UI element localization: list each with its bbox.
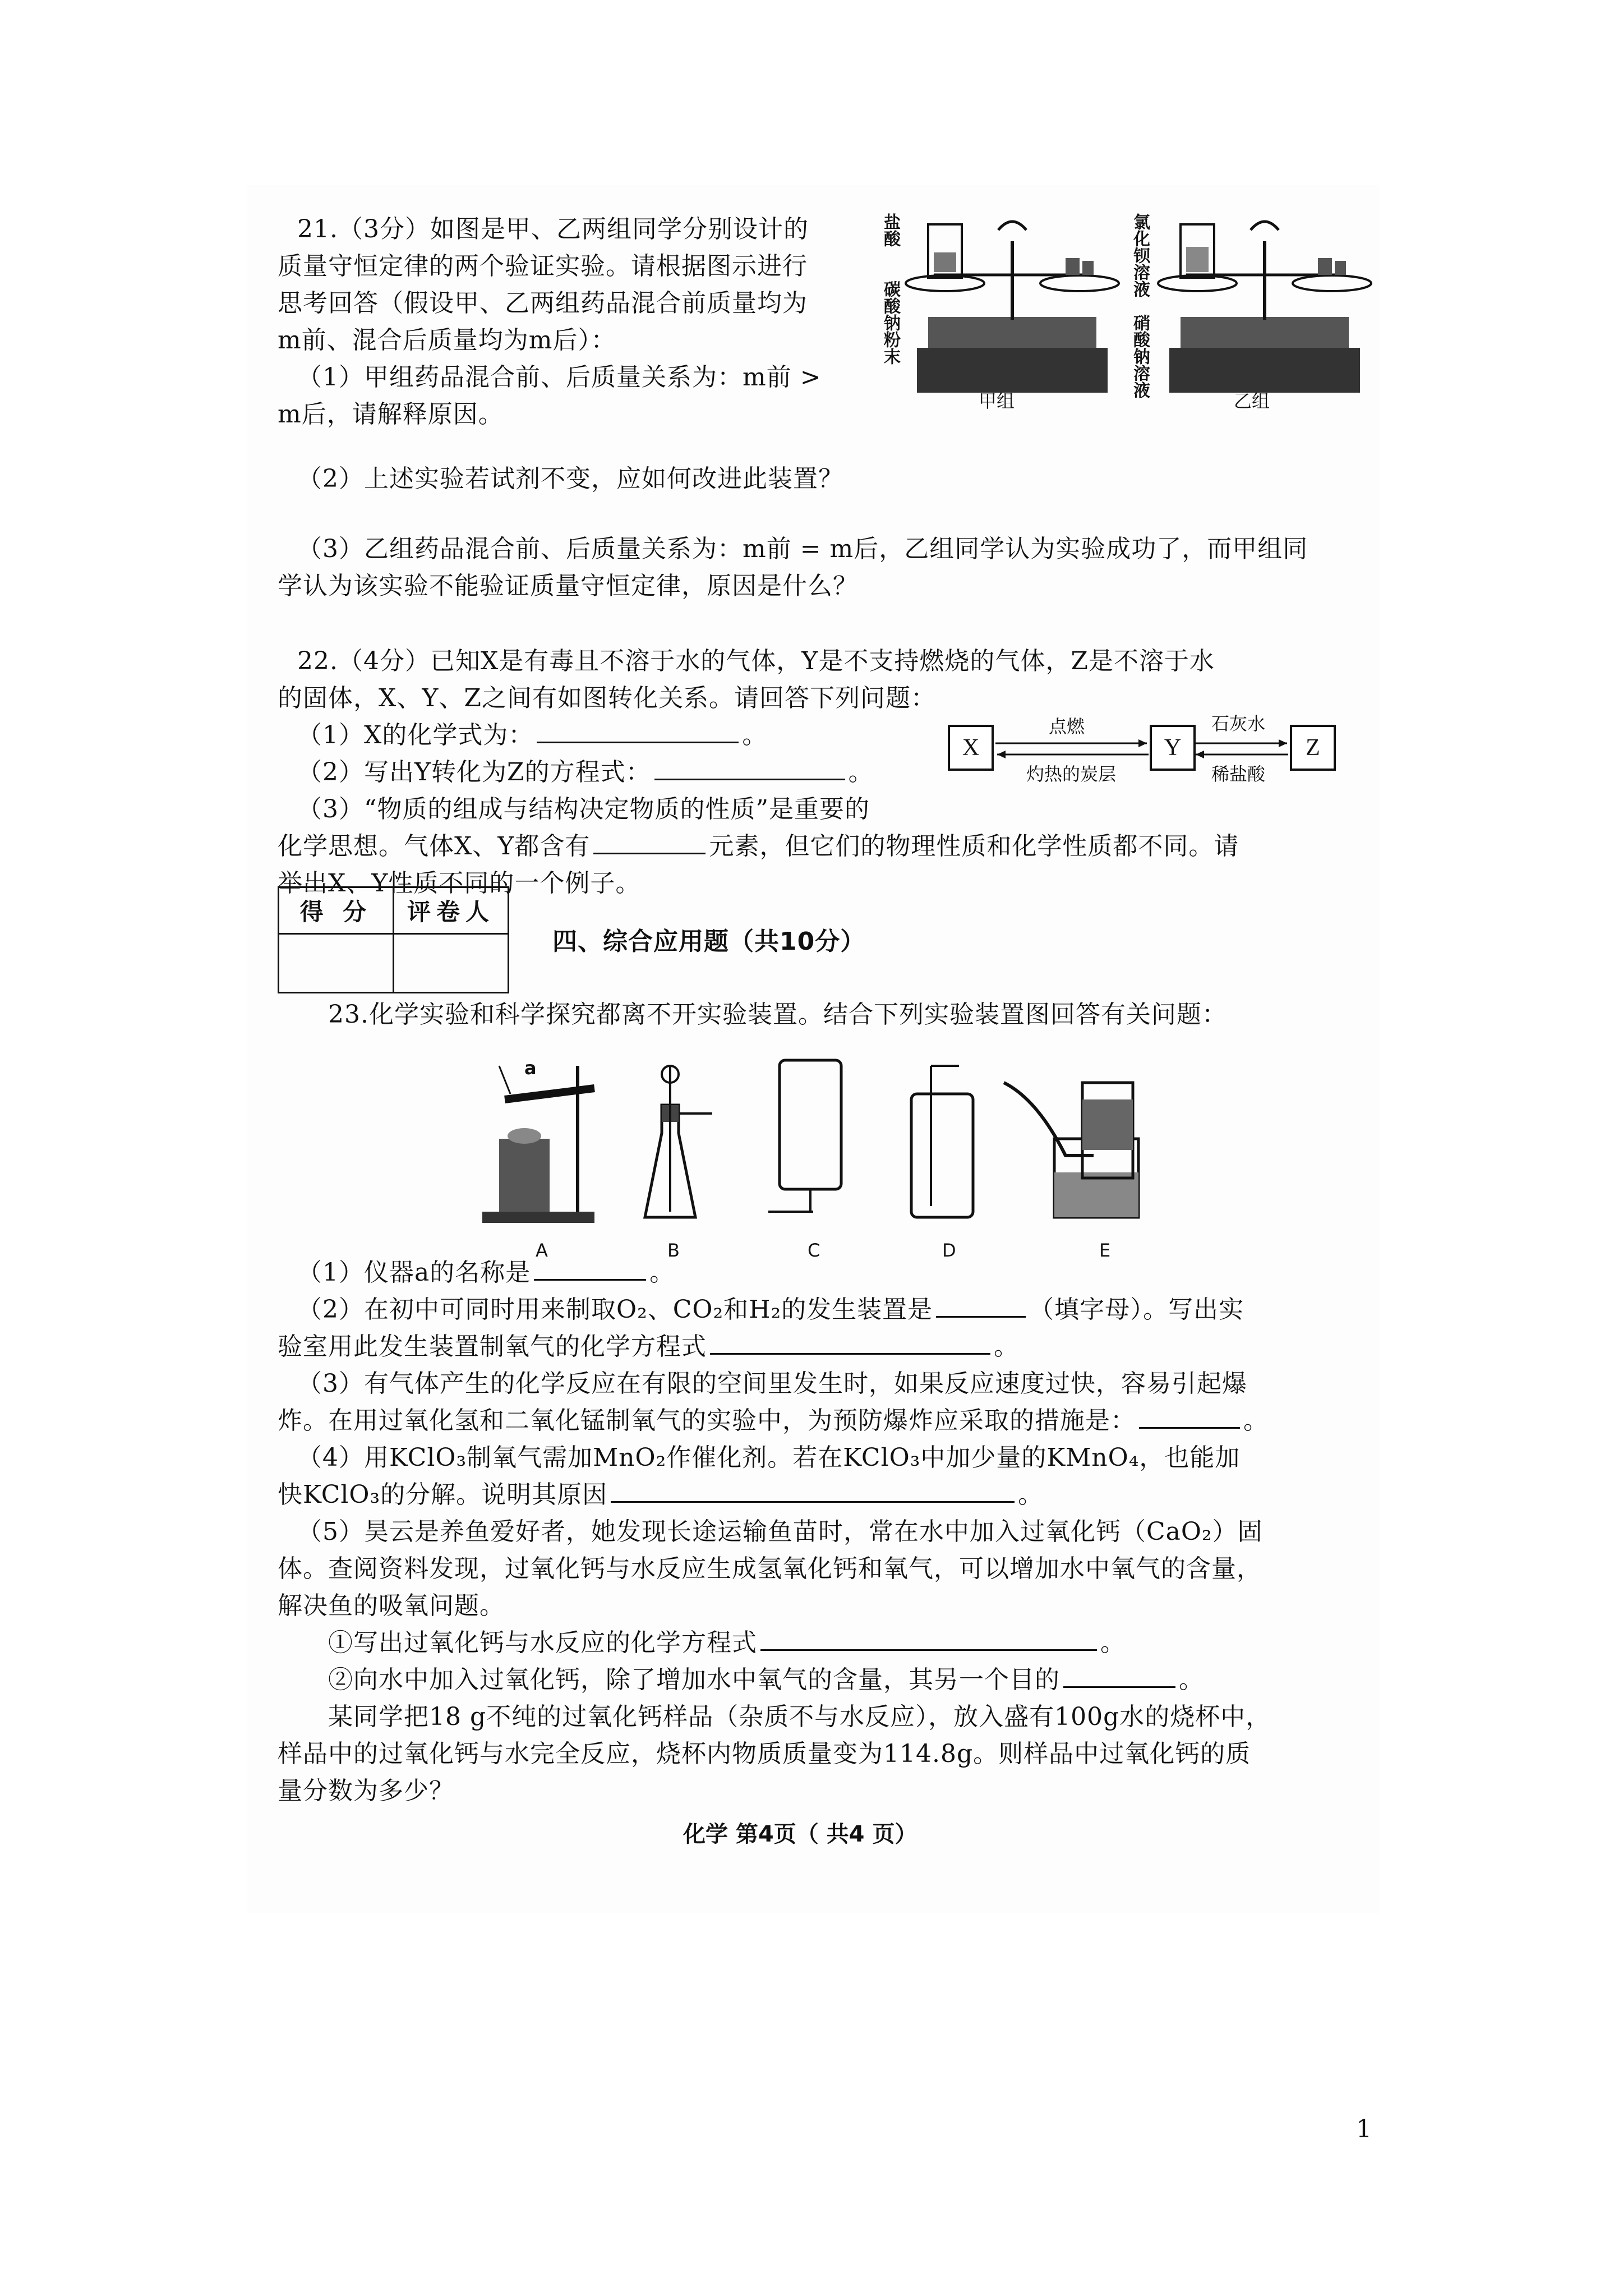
q23-part-3: （3）有气体产生的化学反应在有限的空间里发生时，如果反应速度过快，容易引起爆 [297,1369,1247,1398]
q21-line-6: m后，请解释原因。 [278,400,504,429]
caption-jia: 甲组 [979,390,1015,412]
label-barium-chloride: 氯化钡溶液 [1130,213,1150,297]
q21-line-5: （1）甲组药品混合前、后质量关系为：m前 > [297,363,822,392]
q21-line-9: 学认为该实验不能验证质量守恒定律，原因是什么？ [278,572,858,600]
q22-line-5: （3）“物质的组成与结构决定物质的性质”是重要的 [297,795,870,823]
q21-line-2: 质量守恒定律的两个验证实验。请根据图示进行 [278,252,808,280]
label-hot-carbon: 灼热的炭层 [1026,763,1117,785]
answer-blank[interactable] [1139,1405,1240,1429]
label-D: D [942,1240,956,1261]
q21-line-1: 21.（3分）如图是甲、乙两组同学分别设计的 [297,215,809,243]
q23-part-4: （4）用KClO₃制氧气需加MnO₂作催化剂。若在KClO₃中加少量的KMnO₄，也能加 [297,1443,1241,1472]
label-limewater: 石灰水 [1211,713,1266,734]
q23-part-1: （1）仪器a的名称是 。 [297,1257,675,1289]
reviewer-cell[interactable] [394,934,509,993]
label-A: A [536,1240,548,1261]
q23-part-5c: 解决鱼的吸氧问题。 [278,1591,505,1620]
label-ignite: 点燃 [1049,716,1085,737]
answer-blank[interactable] [760,1627,1097,1651]
answer-blank[interactable] [936,1294,1026,1318]
q22-line-7: 举出X、Y性质不同的一个例子。 [278,869,641,898]
label-dilute-hcl: 稀盐酸 [1211,763,1266,785]
q23-part-10: 量分数为多少？ [278,1777,454,1805]
page-number: 1 [1356,2115,1372,2143]
q22-line-4: （2）写出Y转化为Z的方程式： 。 [297,756,874,789]
q21-line-3: 思考回答（假设甲、乙两组药品混合前质量均为 [278,289,808,318]
section-heading: 四、综合应用题（共10分） [552,927,866,956]
answer-blank[interactable] [611,1479,1015,1503]
q21-line-7: （2）上述实验若试剂不变，应如何改进此装置？ [297,464,843,493]
label-C: C [808,1240,820,1261]
q23-part-9: 样品中的过氧化钙与水完全反应，烧杯内物质质量变为114.8g。则样品中过氧化钙的质 [278,1740,1251,1768]
answer-blank[interactable] [534,1257,646,1281]
q23-part-4b: 快KClO₃的分解。说明其原因 。 [278,1479,1043,1511]
label-a: a [524,1057,537,1079]
answer-blank[interactable] [1063,1664,1175,1688]
q21-line-4: m前、混合后质量均为m后）： [278,326,616,355]
label-sodium-nitrate: 硝酸钠溶液 [1130,314,1150,398]
apparatus-figure [477,1055,1150,1234]
label-B: B [667,1240,680,1261]
q23-part-2: （2）在初中可同时用来制取O₂、CO₂和H₂的发生装置是 （填字母）。写出实 [297,1294,1244,1326]
answer-blank[interactable] [593,830,706,854]
answer-blank[interactable] [654,756,845,780]
score-cell[interactable] [279,934,394,993]
q23-part-8: 某同学把18 g不纯的过氧化钙样品（杂质不与水反应），放入盛有100g水的烧杯中， [328,1703,1271,1731]
node-y: Y [1150,725,1196,771]
score-table [278,886,509,993]
q23-line-1: 23.化学实验和科学探究都离不开实验装置。结合下列实验装置图回答有关问题： [328,1000,1227,1029]
label-hydrochloric-acid: 盐酸 [880,213,900,247]
q23-part-7: ②向水中加入过氧化钙，除了增加水中氧气的含量，其另一个目的 。 [328,1664,1204,1696]
q22-q2-text: （2）写出Y转化为Z的方程式： [297,758,651,786]
q22-line-1: 22.（4分）已知X是有毒且不溶于水的气体，Y是不支持燃烧的气体，Z是不溶于水 [297,647,1215,675]
score-header: 得 分 [279,887,394,934]
q23-part-2b: 验室用此发生装置制氧气的化学方程式 。 [278,1331,1019,1363]
node-z: Z [1290,725,1336,771]
answer-blank[interactable] [537,719,739,743]
q23-part-6: ①写出过氧化钙与水反应的化学方程式 。 [328,1627,1126,1659]
balance-figure-yi [1147,208,1377,415]
q22-line-2: 的固体，X、Y、Z之间有如图转化关系。请回答下列问题： [278,684,936,712]
reviewer-header: 评卷人 [394,887,509,934]
q22-q1-text: （1）X的化学式为： [297,721,534,749]
page-footer: 化学 第4页（ 共4 页） [683,1821,917,1847]
caption-yi: 乙组 [1234,390,1270,412]
q22-line-6: 化学思想。气体X、Y都含有 元素，但它们的物理性质和化学性质都不同。请 [278,830,1239,863]
q23-part-5: （5）昊云是养鱼爱好者，她发现长途运输鱼苗时，常在水中加入过氧化钙（CaO₂）固 [297,1517,1263,1546]
balance-figure-jia [895,208,1124,415]
answer-blank[interactable] [710,1331,990,1355]
q22-line-3: （1）X的化学式为： 。 [297,719,767,752]
q23-part-3b: 炸。在用过氧化氢和二氧化锰制氧气的实验中，为预防爆炸应采取的措施是： 。 [278,1405,1269,1437]
node-x: X [948,725,994,771]
q21-line-8: （3）乙组药品混合前、后质量关系为：m前 = m后，乙组同学认为实验成功了，而甲组同 [297,535,1308,563]
label-sodium-carbonate: 碳酸钠粉末 [880,280,900,365]
label-E: E [1099,1240,1111,1261]
q23-part-5b: 体。查阅资料发现，过氧化钙与水反应生成氢氧化钙和氧气，可以增加水中氧气的含量， [278,1554,1262,1583]
